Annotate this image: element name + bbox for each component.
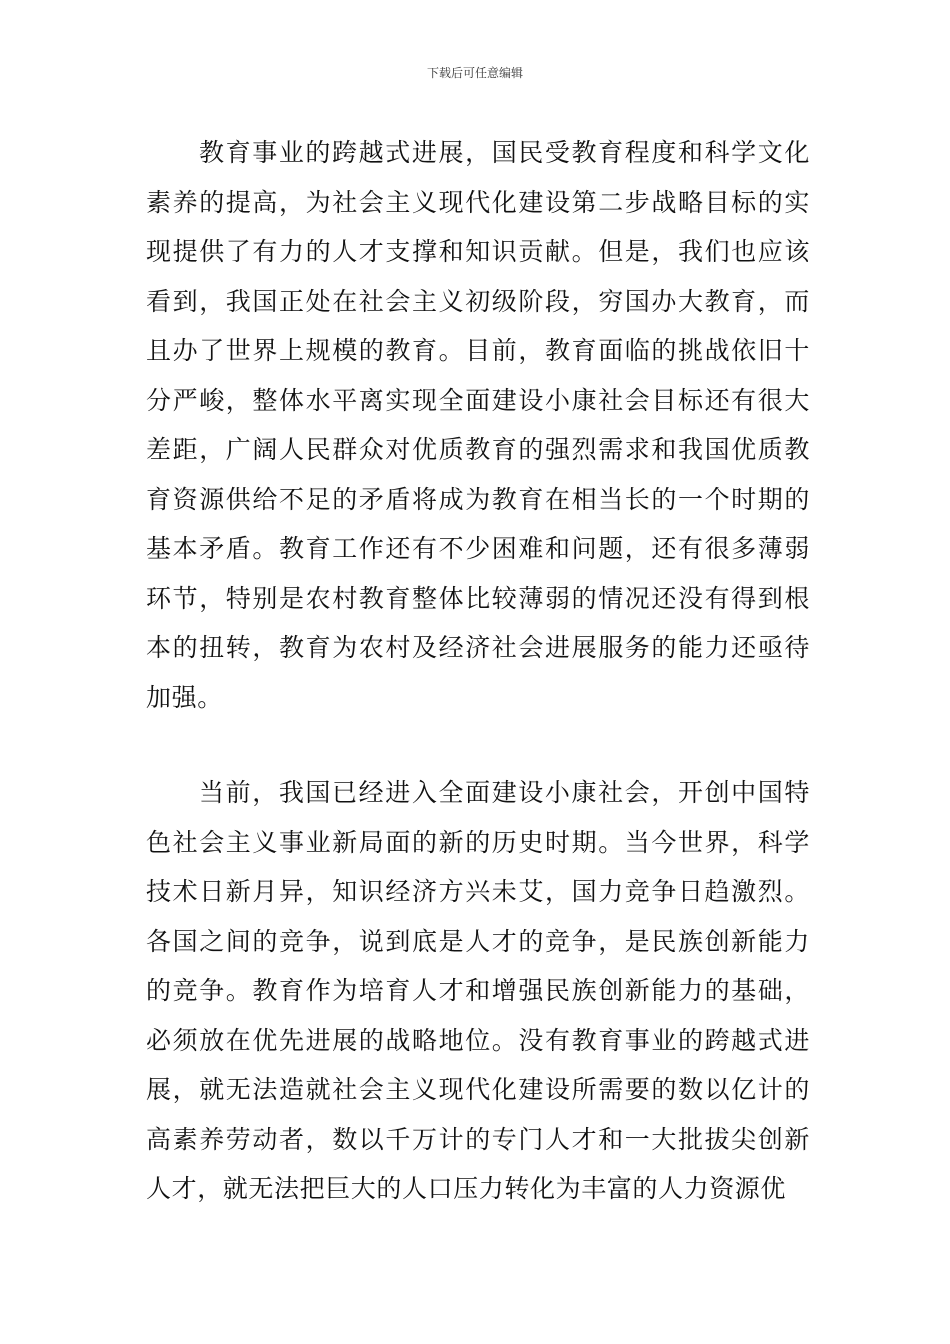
- document-body: [146, 128, 810, 1214]
- page-header: 下载后可任意编辑: [426, 66, 523, 80]
- paragraph-2: 当前，我国已经进入全面建设小康社会，开创中国特色社会主义事业新局面的新的历史时期。当今世界，科学技术日新月异，知识经济方兴未艾，国力竞争日趋激烈。各国之间的竞争，说到底是人才的竞争，是民族创新能力的竞争。教育作为培育人才和增强民族创新能力的基础，必须放在优先进展的战略地位。没有教育事业的跨越式进展，就无法造就社会主义现代化建设所需要的数以亿计的高素养劳动者，数以千万计的专门人才和一大批拔尖创新人才，就无法把巨大的人口压力转化为丰富的人力资源优: [146, 778, 810, 1203]
- paragraph-1: 教育事业的跨越式进展，国民受教育程度和科学文化素养的提高，为社会主义现代化建设第二步战略目标的实现提供了有力的人才支撑和知识贡献。但是，我们也应该看到，我国正处在社会主义初级阶段，穷国办大教育，而且办了世界上规模的教育。目前，教育面临的挑战依旧十分严峻，整体水平离实现全面建设小康社会目标还有很大差距，广阔人民群众对优质教育的强烈需求和我国优质教育资源供给不足的矛盾将成为教育在相当长的一个时期的基本矛盾。教育工作还有不少困难和问题，还有很多薄弱环节，特别是农村教育整体比较薄弱的情况还没有得到根本的扭转，教育为农村及经济社会进展服务的能力还亟待加强。: [146, 138, 810, 712]
